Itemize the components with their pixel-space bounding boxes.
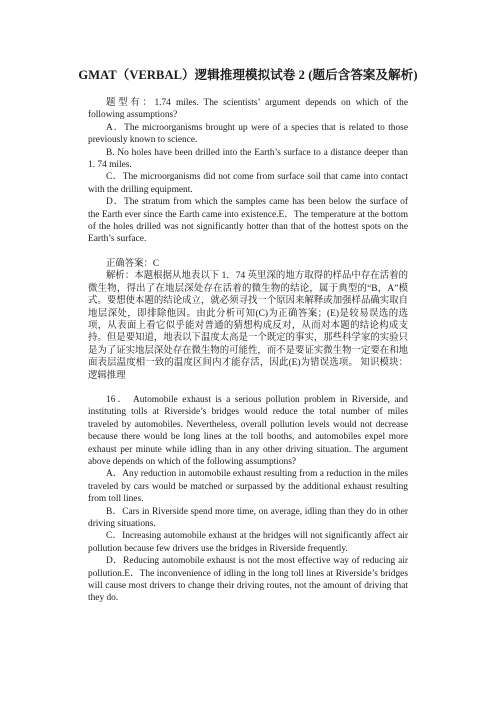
q15-option-a: A．The microorganisms brought up were of a species that is related to those previously known to science.	[88, 122, 408, 146]
q15-analysis: 解析：本题根据从地表以下 1．74 英里深的地方取得的样品中存在活着的微生物，得出了在地层深处存在活着的微生物的结论，属于典型的“B，A”模式。要想使本题的结论成立，就必须寻找一个原因来解释或加强样品确实取自地层深处，即排除他因。由此分析可知(C)为正确答案；(E)是较易误选的选项，从表面上看它似乎能对普通的猜想构成反对，从而对本题的结论构成支持。但是要知道，地表以下温度太高是一个既定的事实，那些科学家的实验只是为了证实地层深处存在微生物的可能性，而不是要证实微生物一定要在和地面表层温度相一致的温度区间内才能存活，因此(E)为错误选项。 知识模块：逻辑推理	[88, 271, 408, 381]
spacer	[88, 382, 408, 394]
document-body	[88, 97, 408, 605]
q15-option-de: D．The stratum from which the samples came has been below the surface of the Earth ever since the Earth came into existence.E．The temperature at the bottom of the holes drilled was not significantly hotter than that of the hottest spots on the Earth’s surface.	[88, 197, 408, 245]
q15-stem: 题型有：1.74 miles. The scientists’ argument depends on which of the following assumptions?	[88, 98, 408, 121]
q15-option-b: B. No holes have been drilled into the Earth’s surface to a distance deeper than 1. 74 miles.	[88, 147, 408, 171]
q16-option-b: B．Cars in Riverside spend more time, on average, idling than they do in other driving situations.	[88, 506, 408, 529]
q15-option-c: C．The microorganisms did not come from surface soil that came into contact with the drilling equipment.	[88, 172, 408, 195]
spacer	[88, 246, 408, 258]
q16-option-c: C．Increasing automobile exhaust at the bridges will not significantly affect air pollution because few drivers use the bridges in Riverside frequently.	[88, 531, 408, 554]
q15-answer: 正确答案：C	[106, 258, 160, 269]
document-title: GMAT（VERBAL）逻辑推理模拟试卷 2 (题后含答案及解析)	[78, 68, 418, 82]
q16-stem: 16． Automobile exhaust is a serious pollution problem in Riverside, and instituting tolls at Riverside’s bridges would reduce the total number of miles traveled by automobiles. Nevertheless, overall pollution levels would not decrease because there would be long lines at the toll booths, and automobiles expel more exhaust per minute while idling than in any other driving situation. The argument above depends on which of the following assumptions?	[88, 394, 408, 467]
q16-option-a: A．Any reduction in automobile exhaust resulting from a reduction in the miles traveled by cars would be matched or surpassed by the additional exhaust resulting from toll lines.	[88, 469, 408, 505]
q16-option-de: D．Reducing automobile exhaust is not the most effective way of reducing air pollution.E．The inconvenience of idling in the long toll lines at Riverside’s bridges will cause most drivers to change their driving routes, not the amount of driving that they do.	[88, 556, 408, 604]
